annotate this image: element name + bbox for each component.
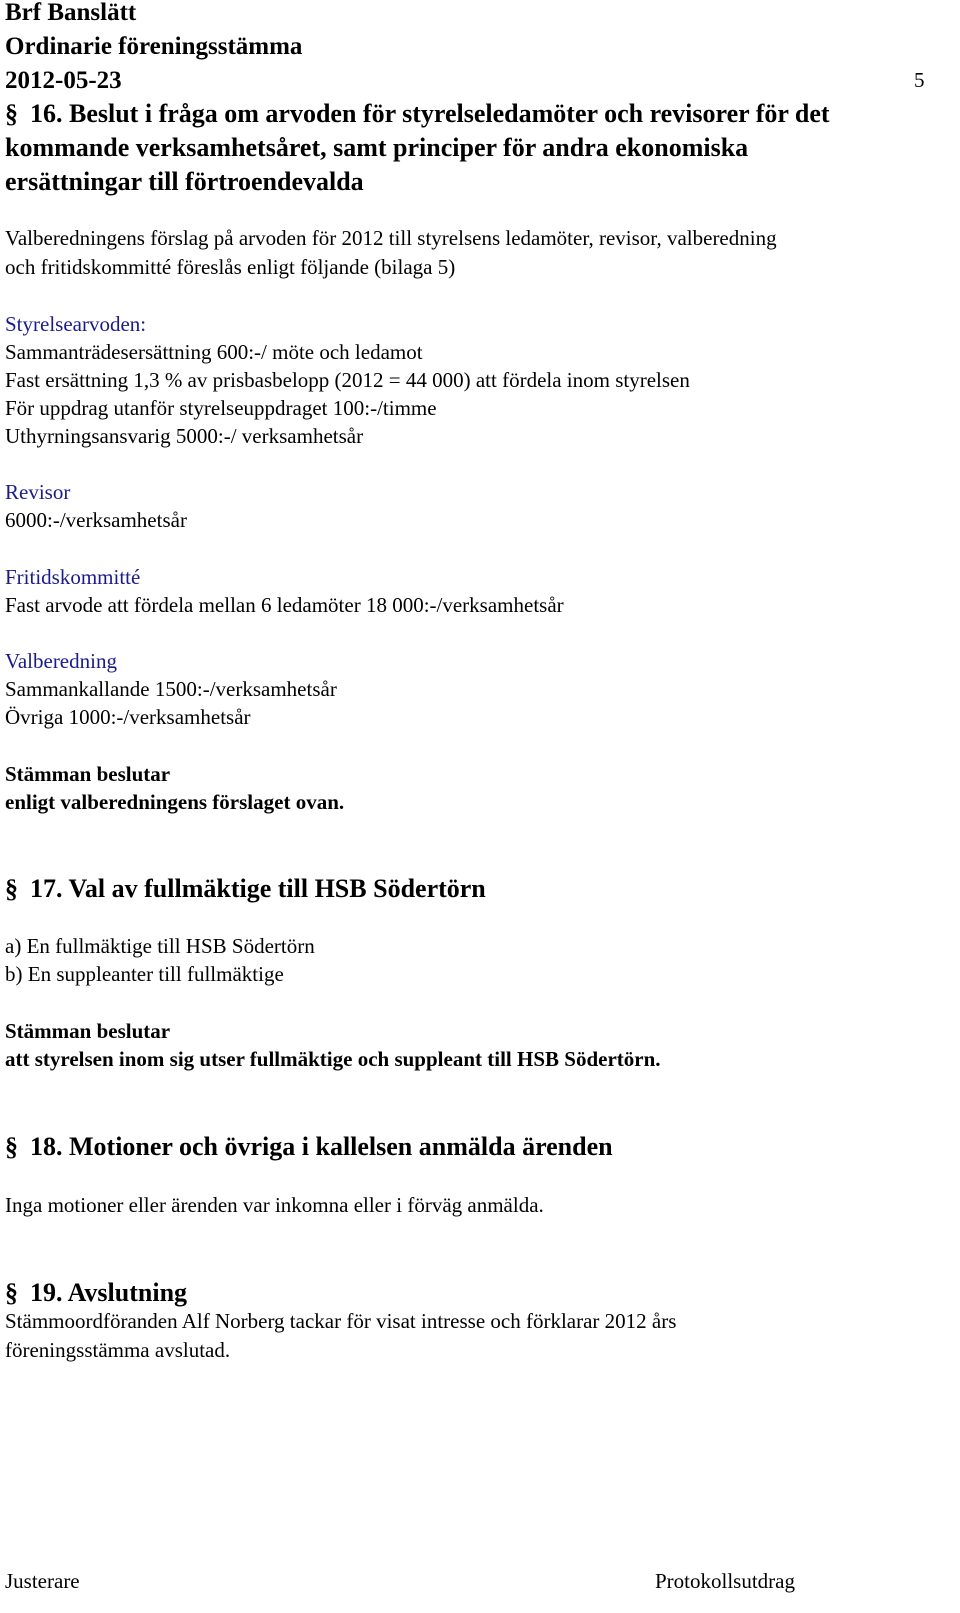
section-16-intro-line-1: Valberedningens förslag på arvoden för 2012 till styrelsens ledamöter, revisor, valberedning <box>5 226 777 250</box>
styrelse-heading: Styrelsearvoden: <box>5 312 147 336</box>
org-name: Brf Banslätt <box>5 0 137 26</box>
section-16-decision-heading: Stämman beslutar <box>5 762 171 786</box>
section-18-text: Inga motioner eller ärenden var inkomna eller i förväg anmälda. <box>5 1193 544 1217</box>
section-sign: § <box>5 1132 18 1161</box>
valb-line-2: Övriga 1000:-/verksamhetsår <box>5 705 251 729</box>
valb-heading: Valberedning <box>5 649 117 673</box>
section-19-line-1: Stämmoordföranden Alf Norberg tackar för visat intresse och förklarar 2012 års <box>5 1309 677 1333</box>
styrelse-line-1: Sammanträdesersättning 600:-/ möte och ledamot <box>5 340 423 364</box>
section-sign: § <box>5 874 18 903</box>
section-16-title-line-2: kommande verksamhetsåret, samt principer för andra ekonomiska <box>5 133 749 162</box>
section-sign: § <box>5 1278 18 1307</box>
styrelse-line-4: Uthyrningsansvarig 5000:-/ verksamhetsår <box>5 424 364 448</box>
section-19-line-2: föreningsstämma avslutad. <box>5 1338 231 1362</box>
section-17-line-1: a) En fullmäktige till HSB Södertörn <box>5 934 315 958</box>
footer-protokollsutdrag: Protokollsutdrag <box>655 1569 795 1593</box>
section-16-decision-text: enligt valberedningens förslaget ovan. <box>5 790 345 814</box>
fritid-line: Fast arvode att fördela mellan 6 ledamöter 18 000:-/verksamhetsår <box>5 593 564 617</box>
section-17-title: § 17. Val av fullmäktige till HSB Södertörn <box>5 874 486 903</box>
page-number: 5 <box>914 68 925 92</box>
section-17-decision-text: att styrelsen inom sig utser fullmäktige och suppleant till HSB Södertörn. <box>5 1047 661 1071</box>
section-17-line-2: b) En suppleanter till fullmäktige <box>5 962 284 986</box>
section-sign: § <box>5 99 18 128</box>
section-17-decision-heading: Stämman beslutar <box>5 1019 171 1043</box>
valb-line-1: Sammankallande 1500:-/verksamhetsår <box>5 677 337 701</box>
section-19-title: § 19. Avslutning <box>5 1278 188 1307</box>
styrelse-line-2: Fast ersättning 1,3 % av prisbasbelopp (2012 = 44 000) att fördela inom styrelsen <box>5 368 690 392</box>
meeting-date: 2012-05-23 <box>5 67 122 94</box>
meeting-title: Ordinarie föreningsstämma <box>5 33 303 60</box>
fritid-heading: Fritidskommitté <box>5 565 141 589</box>
section-16-intro-line-2: och fritidskommitté föreslås enligt följande (bilaga 5) <box>5 255 456 279</box>
section-18-title: § 18. Motioner och övriga i kallelsen anmälda ärenden <box>5 1132 613 1161</box>
revisor-heading: Revisor <box>5 480 71 504</box>
section-16-title-line-1: § 16. Beslut i fråga om arvoden för styrelseledamöter och revisorer för det <box>5 99 830 128</box>
section-16-title-line-3: ersättningar till förtroendevalda <box>5 167 364 196</box>
footer-justerare: Justerare <box>5 1569 80 1593</box>
revisor-line: 6000:-/verksamhetsår <box>5 508 187 532</box>
styrelse-line-3: För uppdrag utanför styrelseuppdraget 100:-/timme <box>5 396 437 420</box>
